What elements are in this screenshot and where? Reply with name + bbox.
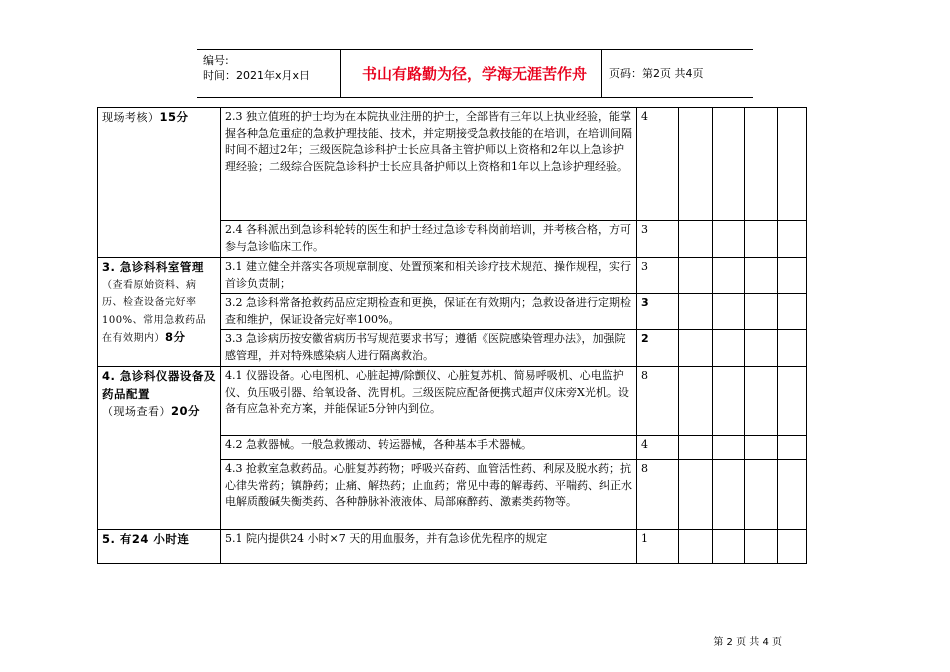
header-page-info: 页码：第2页 共4页: [609, 67, 704, 80]
item-content: 3.2 急诊科常备抢救药品应定期检查和更换，保证在有效期内；急救设备进行定期检查和维护，保证设备完好率100%。: [221, 294, 637, 330]
item-score: 2: [637, 330, 679, 367]
header-divider: [601, 50, 602, 97]
empty-cell: [745, 108, 778, 221]
empty-cell: [679, 460, 713, 530]
empty-cell: [778, 436, 807, 460]
category-desc: （现场查看）: [102, 405, 171, 418]
empty-cell: [745, 367, 778, 436]
item-score: 8: [637, 460, 679, 530]
item-content: 3.1 建立健全并落实各项规章制度、处置预案和相关诊疗技术规范、操作规程，实行首诊负责制；: [221, 258, 637, 294]
item-content: 2.4 各科派出到急诊科轮转的医生和护士经过急诊专科岗前培训，并考核合格，方可参与急诊临床工作。: [221, 221, 637, 258]
category-points: 20分: [171, 404, 201, 418]
empty-cell: [713, 108, 745, 221]
empty-cell: [679, 294, 713, 330]
empty-cell: [679, 530, 713, 564]
item-content: 4.2 急救器械。一般急救搬动、转运器械，各种基本手术器械。: [221, 436, 637, 460]
empty-cell: [713, 530, 745, 564]
empty-cell: [778, 258, 807, 294]
time-label: 时间：2021年x月x日: [203, 69, 311, 82]
empty-cell: [778, 330, 807, 367]
category-cell: [98, 530, 221, 564]
empty-cell: [745, 460, 778, 530]
item-score: 4: [637, 436, 679, 460]
header-meta: [203, 53, 343, 83]
page-footer: 第 2 页 共 4 页: [713, 637, 782, 648]
assessment-table: [97, 107, 807, 564]
empty-cell: [778, 108, 807, 221]
table-row: [98, 367, 807, 436]
category-points: 8分: [165, 330, 186, 344]
header-divider: [340, 50, 341, 97]
empty-cell: [745, 258, 778, 294]
item-content: 2.3 独立值班的护士均为在本院执业注册的护士，全部皆有三年以上执业经验，能掌握各种急危重症的急救护理技能、技术，并定期接受急救技能的在培训，在培训间隔时间不超过2年；三级医院急诊科护士长应具备主管护师以上资格和2年以上急诊护理经验；二级综合医院急诊科护士长应具备护师以上资格和1年以上急诊护理经验。: [221, 108, 637, 221]
header-motto: 书山有路勤为径，学海无涯苦作舟: [361, 65, 587, 83]
item-score: 8: [637, 367, 679, 436]
item-content: 5.1 院内提供24 小时×7 天的用血服务，并有急诊优先程序的规定: [221, 530, 637, 564]
empty-cell: [778, 367, 807, 436]
empty-cell: [713, 221, 745, 258]
empty-cell: [713, 258, 745, 294]
empty-cell: [713, 436, 745, 460]
empty-cell: [713, 330, 745, 367]
empty-cell: [679, 330, 713, 367]
empty-cell: [745, 294, 778, 330]
empty-cell: [778, 221, 807, 258]
item-score: 1: [637, 530, 679, 564]
number-label: 编号:: [203, 54, 229, 67]
empty-cell: [778, 530, 807, 564]
category-desc: （查看原始资料、病历、检查设备完好率100%、常用急救药品在有效期内）: [102, 279, 207, 344]
item-content: 3.3 急诊病历按安徽省病历书写规范要求书写；遵循《医院感染管理办法》，加强院感管理，并对特殊感染病人进行隔离救治。: [221, 330, 637, 367]
item-content: 4.3 抢救室急救药品。心脏复苏药物；呼吸兴奋药、血管活性药、利尿及脱水药；抗心律失常药；镇静药；止痛、解热药；止血药；常见中毒的解毒药、平喘药、纠正水电解质酸碱失衡类药、各种静脉补液液体、局部麻醉药、激素类药物等。: [221, 460, 637, 530]
item-score: 3: [637, 221, 679, 258]
empty-cell: [713, 460, 745, 530]
table-row: [98, 108, 807, 221]
item-score: 3: [637, 294, 679, 330]
empty-cell: [679, 436, 713, 460]
category-cell: [98, 258, 221, 367]
item-score: 4: [637, 108, 679, 221]
page-header: [197, 49, 753, 98]
empty-cell: [713, 294, 745, 330]
empty-cell: [745, 221, 778, 258]
category-title: 4. 急诊科仪器设备及药品配置: [102, 369, 216, 401]
item-score: 3: [637, 258, 679, 294]
empty-cell: [778, 460, 807, 530]
empty-cell: [679, 258, 713, 294]
empty-cell: [745, 436, 778, 460]
category-desc: 现场考核）: [102, 111, 160, 124]
category-title: 3. 急诊科科室管理: [102, 260, 204, 274]
empty-cell: [713, 367, 745, 436]
category-cell: [98, 108, 221, 258]
item-content: 4.1 仪器设备。心电图机、心脏起搏/除颤仪、心脏复苏机、简易呼吸机、心电监护仪、负压吸引器、给氧设备、洗胃机。三级医院应配备便携式超声仪床旁X光机。设备有应急补充方案，并能保证5分钟内到位。: [221, 367, 637, 436]
category-cell: [98, 367, 221, 530]
table-row: [98, 258, 807, 294]
empty-cell: [679, 221, 713, 258]
empty-cell: [778, 294, 807, 330]
table-row: [98, 530, 807, 564]
empty-cell: [745, 530, 778, 564]
category-points: 15分: [159, 110, 189, 124]
empty-cell: [679, 108, 713, 221]
empty-cell: [679, 367, 713, 436]
category-title: 5. 有24 小时连: [102, 532, 190, 546]
empty-cell: [745, 330, 778, 367]
